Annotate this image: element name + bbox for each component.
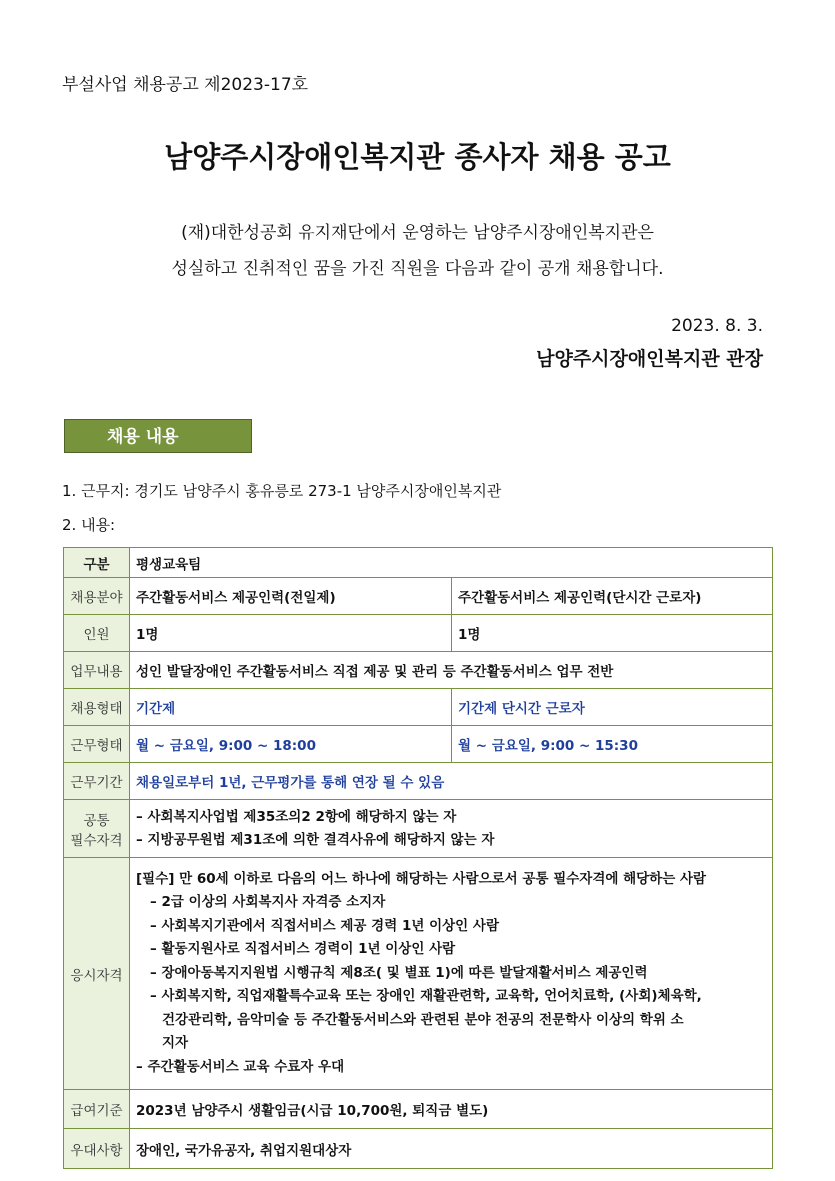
salary-value: 2023년 남양주시 생활임금(시급 10,700원, 퇴직금 별도) [130, 1090, 773, 1129]
field-col1: 주간활동서비스 제공인력(전일제) [130, 578, 452, 615]
work-hours-col1: 월 ~ 금요일, 9:00 ~ 18:00 [130, 726, 452, 763]
row-employment-type [64, 689, 773, 726]
page-title: 남양주시장애인복지관 종사자 채용 공고 [164, 140, 671, 174]
salary-label: 급여기준 [64, 1090, 130, 1129]
field-label: 채용분야 [64, 578, 130, 615]
division-label: 구분 [64, 548, 130, 578]
employment-type-col1: 기간제 [130, 689, 452, 726]
row-duties [64, 652, 773, 689]
common-label [64, 800, 130, 858]
content-item: 2. 내용: [62, 516, 116, 534]
section-title-box: 채용 내용 [64, 419, 252, 453]
notice-date: 2023. 8. 3. [671, 316, 763, 336]
issuer: 남양주시장애인복지관 관장 [536, 348, 763, 370]
qualification-item: – 사회복지기관에서 직접서비스 제공 경력 1년 이상인 사람 [150, 917, 499, 934]
headcount-col1: 1명 [130, 615, 452, 652]
row-salary [64, 1090, 773, 1129]
workplace-item: 1. 근무지: 경기도 남양주시 홍유릉로 273-1 남양주시장애인복지관 [62, 482, 502, 500]
common-label-line1: 공통 [83, 812, 110, 829]
qualification-item-continued: 건강관리학, 음악미술 등 주간활동서비스와 관련된 분야 전공의 전문학사 이상의 학위 소 [162, 1011, 684, 1028]
duties-value: 성인 발달장애인 주간활동서비스 직접 제공 및 관리 등 주간활동서비스 업무 전반 [130, 652, 773, 689]
field-col2: 주간활동서비스 제공인력(단시간 근로자) [452, 578, 773, 615]
qualifications-label: 응시자격 [64, 858, 130, 1090]
intro-line-1: (재)대한성공회 유지재단에서 운영하는 남양주시장애인복지관은 [181, 223, 654, 243]
row-work-hours [64, 726, 773, 763]
employment-type-label: 채용형태 [64, 689, 130, 726]
row-qualifications [64, 858, 773, 1090]
row-field [64, 578, 773, 615]
qualification-item: – 주간활동서비스 교육 수료자 우대 [136, 1058, 345, 1075]
qualification-item: – 사회복지학, 직업재활특수교육 또는 장애인 재활관련학, 교육학, 언어치료학, (사회)체육학, [150, 988, 702, 1005]
qualification-item: – 활동지원사로 직접서비스 경력이 1년 이상인 사람 [150, 941, 456, 958]
work-period-label: 근무기간 [64, 763, 130, 800]
row-work-period [64, 763, 773, 800]
headcount-col2: 1명 [452, 615, 773, 652]
intro-line-2: 성실하고 진취적인 꿈을 가진 직원을 다음과 같이 공개 채용합니다. [171, 259, 664, 279]
employment-type-col2: 기간제 단시간 근로자 [452, 689, 773, 726]
notice-number: 부설사업 채용공고 제2023-17호 [62, 75, 309, 95]
common-line2: – 지방공무원법 제31조에 의한 결격사유에 해당하지 않는 자 [136, 831, 495, 848]
row-division [64, 548, 773, 578]
work-hours-col2: 월 ~ 금요일, 9:00 ~ 15:30 [452, 726, 773, 763]
common-value [130, 800, 773, 858]
qualification-item: – 장애아동복지지원법 시행규칙 제8조( 및 별표 1)에 따른 발달재활서비스 제공인력 [150, 964, 648, 981]
recruitment-table [63, 547, 773, 1169]
preference-label: 우대사항 [64, 1129, 130, 1169]
duties-label: 업무내용 [64, 652, 130, 689]
row-preference [64, 1129, 773, 1169]
qualification-item: – 2급 이상의 사회복지사 자격증 소지자 [150, 894, 386, 911]
division-value: 평생교육팀 [130, 548, 773, 578]
work-hours-label: 근무형태 [64, 726, 130, 763]
common-label-line2: 필수자격 [70, 832, 123, 849]
qualification-item-continued: 지자 [162, 1035, 189, 1052]
qualifications-value [130, 858, 773, 1090]
row-common-requirements [64, 800, 773, 858]
headcount-label: 인원 [64, 615, 130, 652]
work-period-value: 채용일로부터 1년, 근무평가를 통해 연장 될 수 있음 [130, 763, 773, 800]
row-headcount [64, 615, 773, 652]
common-line1: – 사회복지사업법 제35조의2 2항에 해당하지 않는 자 [136, 808, 457, 825]
qualifications-intro: [필수] 만 60세 이하로 다음의 어느 하나에 해당하는 사람으로서 공통 필수자격에 해당하는 사람 [136, 870, 707, 887]
preference-value: 장애인, 국가유공자, 취업지원대상자 [130, 1129, 773, 1169]
